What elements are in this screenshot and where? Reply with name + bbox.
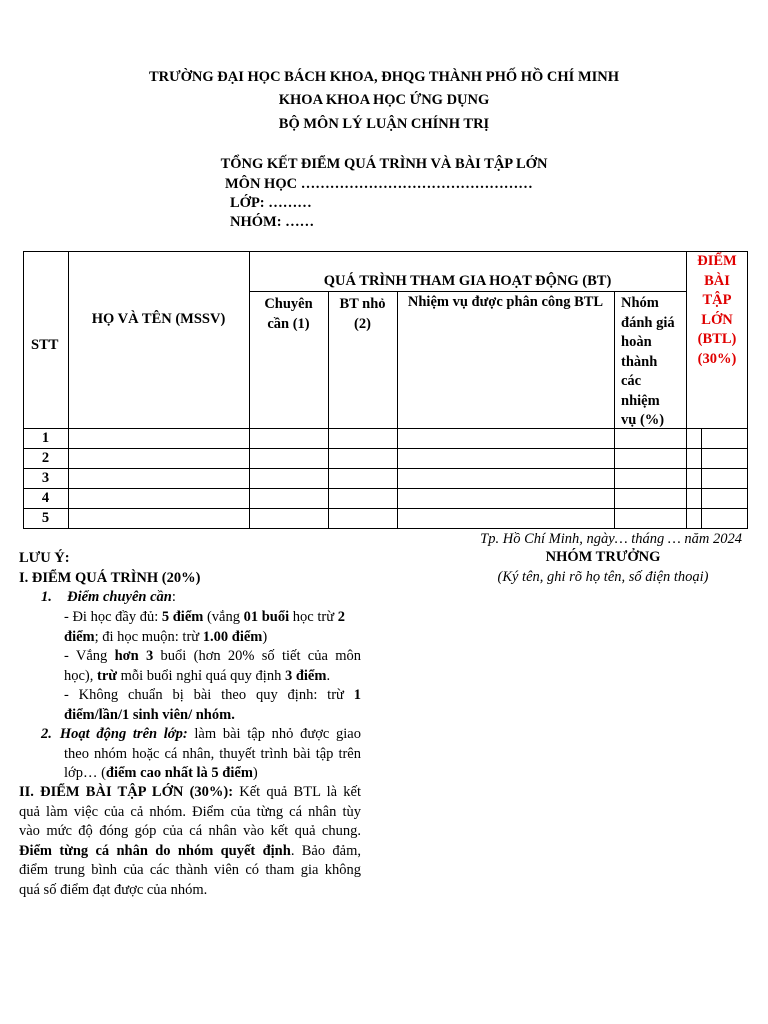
note-line: điểm trung bình của các thành viên có tham gia không bbox=[19, 862, 361, 878]
note-line bbox=[19, 842, 361, 862]
notes-item-1-title bbox=[41, 588, 361, 608]
document-title: TỔNG KẾT ĐIỂM QUÁ TRÌNH VÀ BÀI TẬP LỚN bbox=[220, 156, 548, 172]
header-small-exercise-line2: (2) bbox=[354, 316, 371, 332]
text: 01 buổi bbox=[243, 609, 290, 625]
subject-line: MÔN HỌC ………………………………………… bbox=[225, 176, 533, 192]
text: học), bbox=[64, 667, 98, 684]
department-name: BỘ MÔN LÝ LUẬN CHÍNH TRỊ bbox=[278, 116, 490, 132]
note-line bbox=[64, 608, 361, 628]
note-line: theo nhóm hoặc cá nhân, thuyết trình bài tập trên bbox=[64, 745, 361, 762]
date-line: Tp. Hồ Chí Minh, ngày… tháng … năm 2024 bbox=[480, 531, 742, 547]
header-btl-line: LỚN bbox=[701, 311, 733, 328]
text: Kết quả BTL là kết bbox=[233, 784, 361, 800]
row-number: 3 bbox=[41, 470, 50, 486]
note-line bbox=[41, 725, 361, 745]
header-process: QUÁ TRÌNH THAM GIA HOẠT ĐỘNG (BT) bbox=[323, 273, 612, 289]
header-btl-line: ĐIỂM bbox=[697, 253, 737, 269]
note-line bbox=[19, 783, 361, 803]
notes-heading: LƯU Ý: bbox=[19, 550, 70, 566]
row-number: 2 bbox=[41, 450, 50, 466]
item-title: Điểm chuyên cần bbox=[67, 589, 172, 605]
header-group-evaluation bbox=[621, 294, 687, 431]
text: (vắng bbox=[203, 609, 244, 625]
notes-item-2 bbox=[41, 725, 361, 784]
text: 5 điểm bbox=[161, 609, 204, 625]
text: Điểm từng cá nhân do nhóm quyết định bbox=[19, 842, 291, 859]
score-table bbox=[23, 251, 748, 529]
note-line: điểm/lần/1 sinh viên/ nhóm. bbox=[64, 706, 235, 723]
text: 2 bbox=[337, 609, 345, 625]
header-attendance-line1: Chuyên bbox=[264, 296, 313, 312]
text: trừ bbox=[97, 667, 117, 684]
signature-instruction: (Ký tên, ghi rõ họ tên, số điện thoại) bbox=[497, 569, 709, 585]
text: ) bbox=[262, 628, 268, 645]
header-small-exercise bbox=[328, 294, 397, 334]
header-eval-line: đánh giá bbox=[621, 314, 675, 331]
text: - Không chuẩn bị bài theo quy định: trừ bbox=[64, 687, 354, 703]
note-line: quá số điểm đạt được của nhóm. bbox=[19, 881, 208, 898]
header-btl-line: TẬP bbox=[702, 292, 732, 308]
text: - Vắng bbox=[64, 648, 115, 664]
header-eval-line: vụ (%) bbox=[621, 412, 665, 428]
section-title: II. ĐIỂM BÀI TẬP LỚN (30%): bbox=[19, 784, 234, 800]
header-btl-score bbox=[686, 252, 748, 369]
header-eval-line: Nhóm bbox=[621, 295, 659, 311]
text: 1 bbox=[353, 687, 361, 703]
text: mỗi buổi nghỉ quá quy định bbox=[116, 667, 285, 684]
text: lớp… ( bbox=[64, 765, 106, 781]
text: làm bài tập nhỏ được giao bbox=[187, 726, 361, 742]
item-number: 2. bbox=[41, 726, 52, 742]
header-eval-line: thành bbox=[621, 353, 658, 370]
note-line bbox=[64, 686, 361, 706]
university-name: TRƯỜNG ĐẠI HỌC BÁCH KHOA, ĐHQG THÀNH PHỐ HỒ CHÍ MINH bbox=[148, 69, 620, 85]
text: điểm bbox=[64, 628, 95, 645]
header-btl-line: BÀI bbox=[704, 272, 730, 289]
header-full-name: HỌ VÀ TÊN (MSSV) bbox=[91, 311, 226, 327]
header-btl-line: (BTL) bbox=[697, 331, 737, 347]
group-line: NHÓM: …… bbox=[230, 214, 315, 230]
notes-item-1-body bbox=[64, 608, 361, 725]
text: ; đi học muộn: trừ bbox=[94, 628, 203, 645]
group-leader-title: NHÓM TRƯỞNG bbox=[545, 549, 661, 565]
text: 3 điểm bbox=[284, 667, 327, 684]
row-number: 5 bbox=[41, 510, 50, 526]
class-line: LỚP: ……… bbox=[230, 195, 312, 211]
header-eval-line: nhiệm bbox=[621, 392, 660, 409]
notes-section-1: I. ĐIỂM QUÁ TRÌNH (20%) bbox=[19, 570, 201, 586]
text: - Đi học đầy đủ: bbox=[64, 609, 162, 625]
header-attendance bbox=[249, 294, 328, 334]
faculty-name: KHOA KHOA HỌC ỨNG DỤNG bbox=[278, 92, 490, 108]
item-number: 1. bbox=[41, 589, 52, 605]
item-title: Hoạt động trên lớp: bbox=[59, 726, 188, 742]
notes-section-2 bbox=[19, 783, 361, 900]
header-stt: STT bbox=[31, 337, 59, 353]
text: điểm cao nhất là 5 điểm bbox=[105, 765, 253, 781]
row-number: 1 bbox=[41, 430, 50, 446]
header-small-exercise-line1: BT nhỏ bbox=[339, 296, 386, 312]
note-line bbox=[64, 628, 361, 648]
text: ) bbox=[252, 765, 258, 781]
header-eval-line: hoàn bbox=[621, 334, 652, 350]
note-line bbox=[64, 647, 361, 667]
header-btl-line: (30%) bbox=[697, 350, 737, 367]
header-assigned-task: Nhiệm vụ được phân công BTL bbox=[407, 294, 604, 310]
text: 1.00 điểm bbox=[202, 628, 263, 645]
text: hơn 3 bbox=[114, 648, 154, 664]
note-line bbox=[41, 764, 361, 784]
row-number: 4 bbox=[41, 490, 50, 506]
header-eval-line: các bbox=[621, 373, 642, 389]
note-line bbox=[64, 667, 361, 687]
header-attendance-line2: cần (1) bbox=[267, 316, 310, 332]
note-line: vào mức độ đóng góp của cá nhân vào kết quả chung. bbox=[19, 823, 361, 839]
text: . Bảo đảm, bbox=[290, 842, 362, 859]
text: buổi (hơn 20% số tiết của môn bbox=[153, 648, 361, 664]
note-line: quả làm việc của cả nhóm. Điểm của từng cá nhân tùy bbox=[19, 803, 361, 820]
item-colon: : bbox=[171, 589, 176, 605]
text: học trừ bbox=[289, 609, 338, 625]
text: . bbox=[326, 667, 331, 684]
